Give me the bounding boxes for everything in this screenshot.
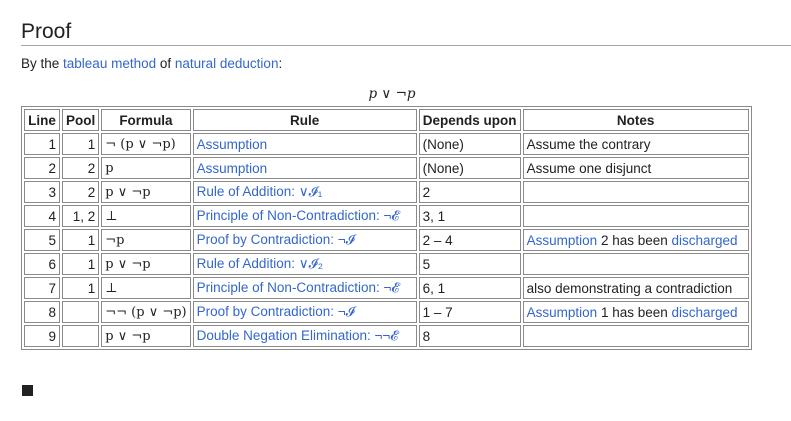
intro-paragraph bbox=[21, 55, 282, 73]
line-number-cell: 8 bbox=[24, 301, 60, 323]
section-heading: Proof bbox=[21, 19, 791, 46]
assumption-link[interactable]: Assumption bbox=[526, 232, 598, 248]
table-row bbox=[24, 229, 749, 251]
header-row bbox=[24, 109, 749, 131]
line-number-cell: 6 bbox=[24, 253, 60, 275]
pool-cell: 1 bbox=[62, 253, 99, 275]
depends-upon-cell: (None) bbox=[419, 157, 521, 179]
depends-upon-cell: 5 bbox=[419, 253, 521, 275]
column-header-notes: Notes bbox=[523, 109, 749, 131]
depends-upon-cell: 2 bbox=[419, 181, 521, 203]
rule-cell bbox=[193, 301, 417, 323]
rule-cell bbox=[193, 253, 417, 275]
depends-upon-cell: (None) bbox=[419, 133, 521, 155]
formula-cell: p bbox=[101, 157, 190, 179]
rule-cell bbox=[193, 157, 417, 179]
rule-cell bbox=[193, 277, 417, 299]
column-header-line: Line bbox=[24, 109, 60, 131]
column-header-depends: Depends upon bbox=[419, 109, 521, 131]
pool-cell: 1, 2 bbox=[62, 205, 99, 227]
column-header-pool: Pool bbox=[62, 109, 99, 131]
pool-cell: 1 bbox=[62, 133, 99, 155]
formula-cell: ¬¬ (p ∨ ¬p) bbox=[101, 301, 190, 323]
formula-cell: p ∨ ¬p bbox=[101, 181, 190, 203]
line-number-cell: 2 bbox=[24, 157, 60, 179]
notes-cell bbox=[523, 277, 749, 299]
assumption-link[interactable]: Assumption bbox=[526, 304, 598, 320]
proof-table bbox=[21, 106, 752, 350]
notes-text: 1 has been bbox=[597, 304, 672, 320]
table-caption: p ∨ ¬p bbox=[368, 86, 416, 102]
notes-text: Assume one disjunct bbox=[526, 160, 652, 176]
discharged-link[interactable]: discharged bbox=[671, 232, 738, 248]
intro-prefix: By the bbox=[21, 56, 64, 71]
column-header-rule: Rule bbox=[193, 109, 417, 131]
table-row bbox=[24, 277, 749, 299]
notes-cell bbox=[523, 301, 749, 323]
formula-cell: ¬ (p ∨ ¬p) bbox=[101, 133, 190, 155]
table-row bbox=[24, 205, 749, 227]
intro-middle: of bbox=[156, 56, 175, 71]
formula-cell: p ∨ ¬p bbox=[101, 253, 190, 275]
notes-cell bbox=[523, 133, 749, 155]
pool-cell: 1 bbox=[62, 277, 99, 299]
formula-cell: ¬p bbox=[101, 229, 190, 251]
rule-cell bbox=[193, 181, 417, 203]
rule-link[interactable]: Double Negation Elimination: ¬¬𝓔 bbox=[196, 328, 398, 343]
notes-cell bbox=[523, 325, 749, 347]
pool-cell: 2 bbox=[62, 181, 99, 203]
notes-text: Assume the contrary bbox=[526, 136, 651, 152]
rule-link[interactable]: Rule of Addition: ∨𝓘₂ bbox=[196, 256, 323, 271]
rule-cell bbox=[193, 229, 417, 251]
depends-upon-cell: 2 – 4 bbox=[419, 229, 521, 251]
line-number-cell: 7 bbox=[24, 277, 60, 299]
depends-upon-cell: 3, 1 bbox=[419, 205, 521, 227]
rule-link[interactable]: Proof by Contradiction: ¬𝓘 bbox=[196, 304, 355, 319]
rule-link[interactable]: Principle of Non-Contradiction: ¬𝓔 bbox=[196, 208, 400, 223]
formula-cell: ⊥ bbox=[101, 205, 190, 227]
pool-cell: 1 bbox=[62, 229, 99, 251]
table-row bbox=[24, 253, 749, 275]
proof-body bbox=[24, 133, 749, 347]
notes-cell bbox=[523, 229, 749, 251]
depends-upon-cell: 6, 1 bbox=[419, 277, 521, 299]
table-row bbox=[24, 133, 749, 155]
column-header-formula: Formula bbox=[101, 109, 190, 131]
line-number-cell: 3 bbox=[24, 181, 60, 203]
table-row bbox=[24, 157, 749, 179]
pool-cell bbox=[62, 325, 99, 347]
rule-link[interactable]: Proof by Contradiction: ¬𝓘 bbox=[196, 232, 355, 247]
line-number-cell: 9 bbox=[24, 325, 60, 347]
notes-cell bbox=[523, 157, 749, 179]
rule-link[interactable]: Principle of Non-Contradiction: ¬𝓔 bbox=[196, 280, 400, 295]
table-row bbox=[24, 325, 749, 347]
rule-cell bbox=[193, 205, 417, 227]
rule-link[interactable]: Rule of Addition: ∨𝓘₁ bbox=[196, 184, 323, 199]
line-number-cell: 4 bbox=[24, 205, 60, 227]
notes-cell bbox=[523, 205, 749, 227]
square-qed-icon bbox=[22, 385, 33, 396]
depends-upon-cell: 1 – 7 bbox=[419, 301, 521, 323]
notes-text: 2 has been bbox=[597, 232, 672, 248]
formula-cell: p ∨ ¬p bbox=[101, 325, 190, 347]
pool-cell bbox=[62, 301, 99, 323]
line-number-cell: 1 bbox=[24, 133, 60, 155]
rule-link[interactable]: Assumption bbox=[196, 160, 268, 176]
notes-cell bbox=[523, 181, 749, 203]
formula-cell: ⊥ bbox=[101, 277, 190, 299]
intro-suffix: : bbox=[278, 56, 283, 71]
depends-upon-cell: 8 bbox=[419, 325, 521, 347]
rule-link[interactable]: Assumption bbox=[196, 136, 268, 152]
notes-text: also demonstrating a contradiction bbox=[526, 280, 733, 296]
line-number-cell: 5 bbox=[24, 229, 60, 251]
table-row bbox=[24, 181, 749, 203]
tableau-method-link[interactable]: tableau method bbox=[63, 56, 157, 71]
table-row bbox=[24, 301, 749, 323]
notes-cell bbox=[523, 253, 749, 275]
pool-cell: 2 bbox=[62, 157, 99, 179]
rule-cell bbox=[193, 325, 417, 347]
discharged-link[interactable]: discharged bbox=[671, 304, 738, 320]
natural-deduction-link[interactable]: natural deduction bbox=[174, 56, 279, 71]
rule-cell bbox=[193, 133, 417, 155]
